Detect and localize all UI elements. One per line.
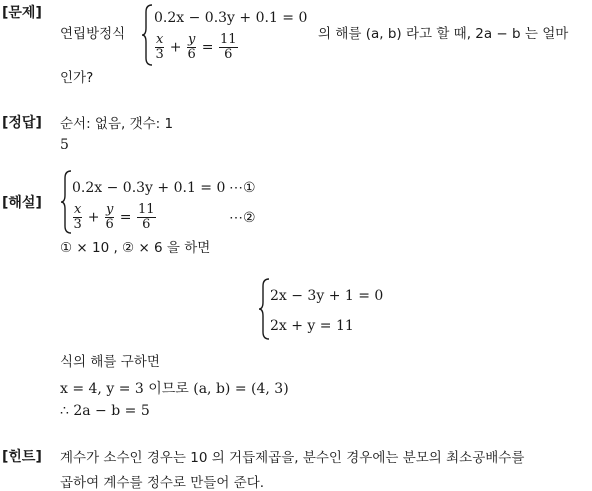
solution-therefore: ∴ 2a − b = 5 (60, 403, 150, 419)
answer-meta: 순서: 없음, 갯수: 1 (60, 116, 174, 132)
problem-question: 의 해를 (a, b) 라고 할 때, 2a − b 는 얼마 (318, 26, 569, 42)
solution-sys2-eq1: 2x − 3y + 1 = 0 (270, 288, 384, 304)
problem-eq2: $\frac{x}{3}$ + $\frac{y}{6}$ = $\frac{11}{6}$ (155, 32, 237, 62)
problem-question-cont: 인가? (60, 70, 94, 86)
solution-tag: [해설] (2, 195, 42, 211)
hint-line1: 계수가 소수인 경우는 10 의 거듭제곱을, 분수인 경우에는 분모의 최소공배수를 (60, 450, 525, 466)
problem-intro: 연립방정식 (60, 26, 126, 42)
solution-multiply-step: ① × 10 , ② × 6 을 하면 (60, 240, 211, 256)
problem-tag: [문제] (2, 5, 42, 21)
solution-eq2-mark: ⋯② (229, 210, 256, 226)
solution-result: x = 4, y = 3 이므로 (a, b) = (4, 3) (60, 381, 289, 397)
answer-value: 5 (60, 137, 69, 153)
solution-solve-text: 식의 해를 구하면 (60, 354, 160, 370)
solution-eq1: 0.2x − 0.3y + 0.1 = 0 (72, 180, 226, 196)
solution-sys2-eq2: 2x + y = 11 (270, 318, 354, 334)
hint-tag: [힌트] (2, 449, 42, 465)
solution-system-brace (60, 170, 72, 234)
answer-tag: [정답] (2, 115, 42, 131)
problem-system-brace (141, 4, 153, 66)
hint-line2: 곱하여 계수를 정수로 만들어 준다. (60, 475, 265, 491)
solution-system2-brace (258, 278, 270, 340)
problem-eq1: 0.2x − 0.3y + 0.1 = 0 (154, 10, 308, 26)
solution-eq1-mark: ⋯① (229, 180, 256, 196)
solution-eq2: $\frac{x}{3}$ + $\frac{y}{6}$ = $\frac{11}{6}$ (73, 202, 155, 232)
